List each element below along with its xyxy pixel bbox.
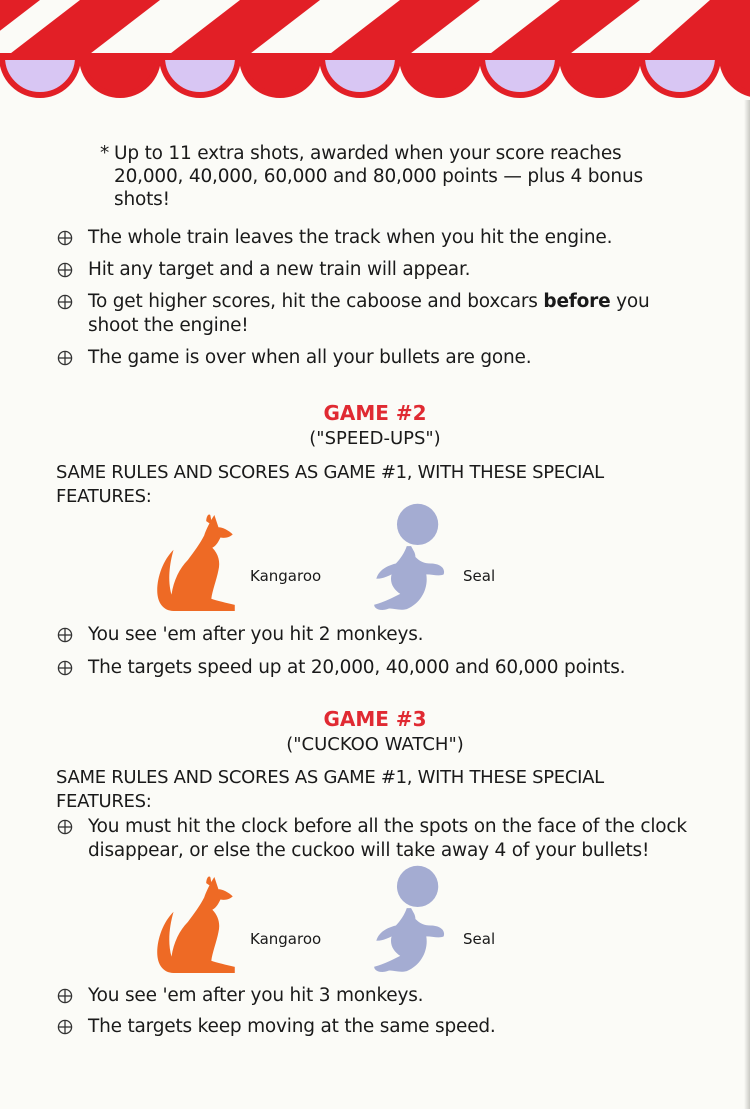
game2-bullet-2-text: The targets speed up at 20,000, 40,000 and 60,000 points.: [88, 657, 626, 678]
game2-seal-label: Seal: [463, 567, 496, 585]
intro-bullet-3-line-2: shoot the engine!: [88, 315, 249, 336]
game2-title: GAME #2: [323, 401, 427, 425]
game3-kangaroo-label: Kangaroo: [250, 930, 322, 948]
game3-bullet-1: [57, 984, 423, 1008]
page-edge-shadow: [744, 100, 750, 1109]
awning-scallops: [2, 57, 750, 95]
intro-bullet-1-text: The whole train leaves the track when you hit the engine.: [88, 227, 613, 248]
seal-illustration: [372, 860, 448, 978]
circle-plus-icon: [57, 350, 73, 366]
circle-plus-icon: [57, 627, 73, 643]
game3-subtitle: ("CUCKOO WATCH"): [286, 734, 464, 755]
game3-title: GAME #3: [323, 707, 427, 731]
game3-rules-line-2: FEATURES:: [56, 791, 152, 812]
circle-plus-icon: [57, 660, 73, 676]
game3-clock-bullet: [57, 815, 687, 863]
game3-rules-line-1: SAME RULES AND SCORES AS GAME #1, WITH THESE SPECIAL: [56, 767, 604, 788]
game3-bullet-2-text: The targets keep moving at the same speed.: [88, 1016, 496, 1037]
extra-shots-star: *: [100, 143, 110, 164]
intro-bullet-3: [57, 290, 650, 338]
kangaroo-illustration: [155, 875, 237, 975]
circle-plus-icon: [57, 988, 73, 1004]
game2-rules-line-1: SAME RULES AND SCORES AS GAME #1, WITH THESE SPECIAL: [56, 462, 604, 483]
emphasis-before: before: [543, 291, 611, 312]
extra-shots-line-1: Up to 11 extra shots, awarded when your score reaches: [114, 143, 622, 164]
kangaroo-illustration: [155, 513, 237, 613]
game3-bullet-1-text: You see 'em after you hit 3 monkeys.: [88, 985, 424, 1006]
intro-bullet-4: [57, 346, 531, 370]
intro-bullet-2: [57, 258, 470, 282]
game2-bullet-2: [57, 656, 625, 680]
game3-seal-label: Seal: [463, 930, 496, 948]
circle-plus-icon: [57, 262, 73, 278]
game3-clock-line-2: disappear, or else the cuckoo will take away 4 of your bullets!: [88, 840, 650, 861]
game2-bullet-1: [57, 623, 423, 647]
extra-shots-line-2: 20,000, 40,000, 60,000 and 80,000 points — plus 4 bonus: [114, 166, 643, 187]
game2-kangaroo-label: Kangaroo: [250, 567, 322, 585]
game2-rules-line-2: FEATURES:: [56, 486, 152, 507]
game2-subtitle: ("SPEED-UPS"): [309, 428, 441, 449]
circle-plus-icon: [57, 230, 73, 246]
intro-bullet-4-text: The game is over when all your bullets are gone.: [88, 347, 532, 368]
circle-plus-icon: [57, 294, 73, 310]
seal-illustration: [372, 498, 448, 616]
circus-awning: [0, 0, 750, 110]
intro-bullet-2-text: Hit any target and a new train will appear.: [88, 259, 471, 280]
game3-bullet-2: [57, 1015, 496, 1039]
game2-bullet-1-text: You see 'em after you hit 2 monkeys.: [88, 624, 424, 645]
circle-plus-icon: [57, 1019, 73, 1035]
extra-shots-line-3: shots!: [114, 189, 170, 210]
intro-bullet-1: [57, 226, 612, 250]
circle-plus-icon: [57, 819, 73, 835]
intro-bullet-3-line-1: To get higher scores, hit the caboose and boxcars before you: [88, 291, 650, 312]
game3-clock-line-1: You must hit the clock before all the spots on the face of the clock: [88, 816, 687, 837]
